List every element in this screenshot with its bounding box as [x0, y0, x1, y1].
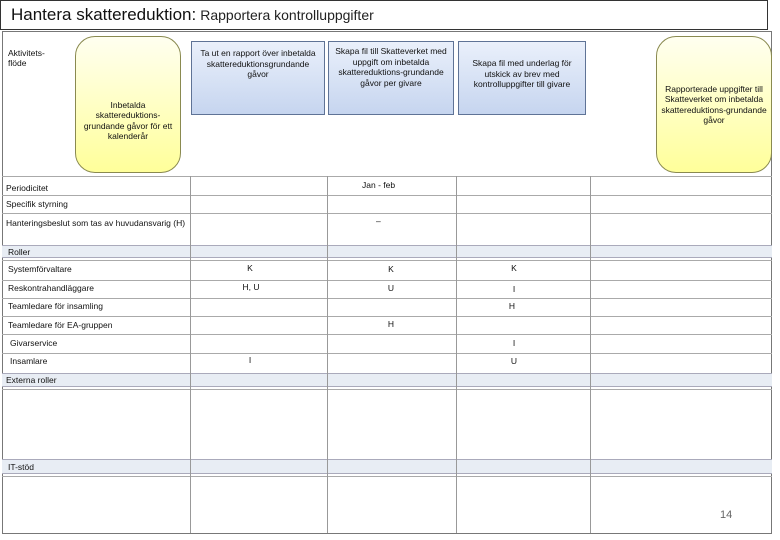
reskontrahandlaggare-activity-2: U	[387, 283, 395, 293]
flow-label: Aktivitets- flöde	[8, 48, 45, 68]
row-divider	[2, 176, 772, 177]
row-divider	[2, 334, 772, 335]
hanteringsbeslut-value: –	[376, 216, 381, 226]
row-divider	[2, 389, 772, 390]
start-event-text: Inbetalda skattereduktions-grundande gåvor för ett kalenderår	[83, 99, 173, 141]
slide-title	[0, 0, 768, 30]
row-divider	[2, 316, 772, 317]
reskontrahandlaggare-activity-1: H, U	[242, 282, 260, 292]
it-stod-label: IT-stöd	[8, 462, 34, 472]
column-divider	[590, 176, 591, 533]
insamlare-label: Insamlare	[10, 356, 48, 366]
roller-band	[2, 245, 772, 258]
activity-3	[458, 41, 586, 115]
end-event	[656, 36, 772, 173]
activity-1-text: Ta ut en rapport över inbetalda skattereduktionsgrundande gåvor	[200, 48, 316, 79]
systemforvaltare-label: Systemförvaltare	[8, 264, 72, 274]
row-divider	[2, 476, 772, 477]
specifik-styrning-label: Specifik styrning	[6, 199, 68, 209]
start-event	[75, 36, 181, 173]
reskontrahandlaggare-label: Reskontrahandläggare	[8, 283, 95, 293]
periodicitet-label: Periodicitet	[6, 183, 49, 193]
activity-2	[328, 41, 454, 115]
row-divider	[2, 260, 772, 261]
column-divider	[190, 176, 191, 533]
activity-3-text: Skapa fil med underlag för utskick av brev med kontrolluppgifter till givare	[472, 58, 572, 89]
title-sub: Rapportera kontrolluppgifter	[200, 7, 374, 23]
teamledare-ea-label: Teamledare för EA-gruppen	[8, 320, 113, 330]
teamledare-insamling-activity-3: H	[508, 301, 516, 311]
givarservice-activity-3: I	[512, 338, 516, 348]
hanteringsbeslut-label: Hanteringsbeslut som tas av huvudansvarig (H)	[6, 218, 186, 228]
periodicitet-value: Jan - feb	[362, 180, 396, 190]
reskontrahandlaggare-activity-3: I	[512, 284, 516, 294]
teamledare-ea-activity-2: H	[387, 319, 395, 329]
title-main: Hantera skattereduktion:	[11, 5, 197, 24]
end-event-text: Rapporterade uppgifter till Skatteverket om inbetalda skattereduktions-grundande gåvor	[661, 83, 767, 125]
systemforvaltare-activity-3: K	[511, 263, 517, 273]
column-divider	[327, 176, 328, 533]
externa-roller-band	[2, 373, 772, 387]
roller-label: Roller	[8, 247, 31, 257]
systemforvaltare-activity-1: K	[247, 263, 253, 273]
externa-roller-label: Externa roller	[6, 375, 57, 385]
column-divider	[456, 176, 457, 533]
activity-2-text: Skapa fil till Skatteverket med uppgift om inbetalda skattereduktions-grundande gåvor per givare	[335, 46, 447, 88]
givarservice-label: Givarservice	[10, 338, 58, 348]
it-stod-band	[2, 459, 772, 474]
row-divider	[2, 298, 772, 299]
row-divider	[2, 280, 772, 281]
row-divider	[2, 213, 772, 214]
systemforvaltare-activity-2: K	[388, 264, 394, 274]
row-divider	[2, 195, 772, 196]
teamledare-insamling-label: Teamledare för insamling	[8, 301, 103, 311]
activity-1	[191, 41, 325, 115]
page-number: 14	[720, 509, 733, 521]
row-divider	[2, 353, 772, 354]
insamlare-activity-3: U	[510, 356, 518, 366]
insamlare-activity-1: I	[248, 355, 252, 365]
